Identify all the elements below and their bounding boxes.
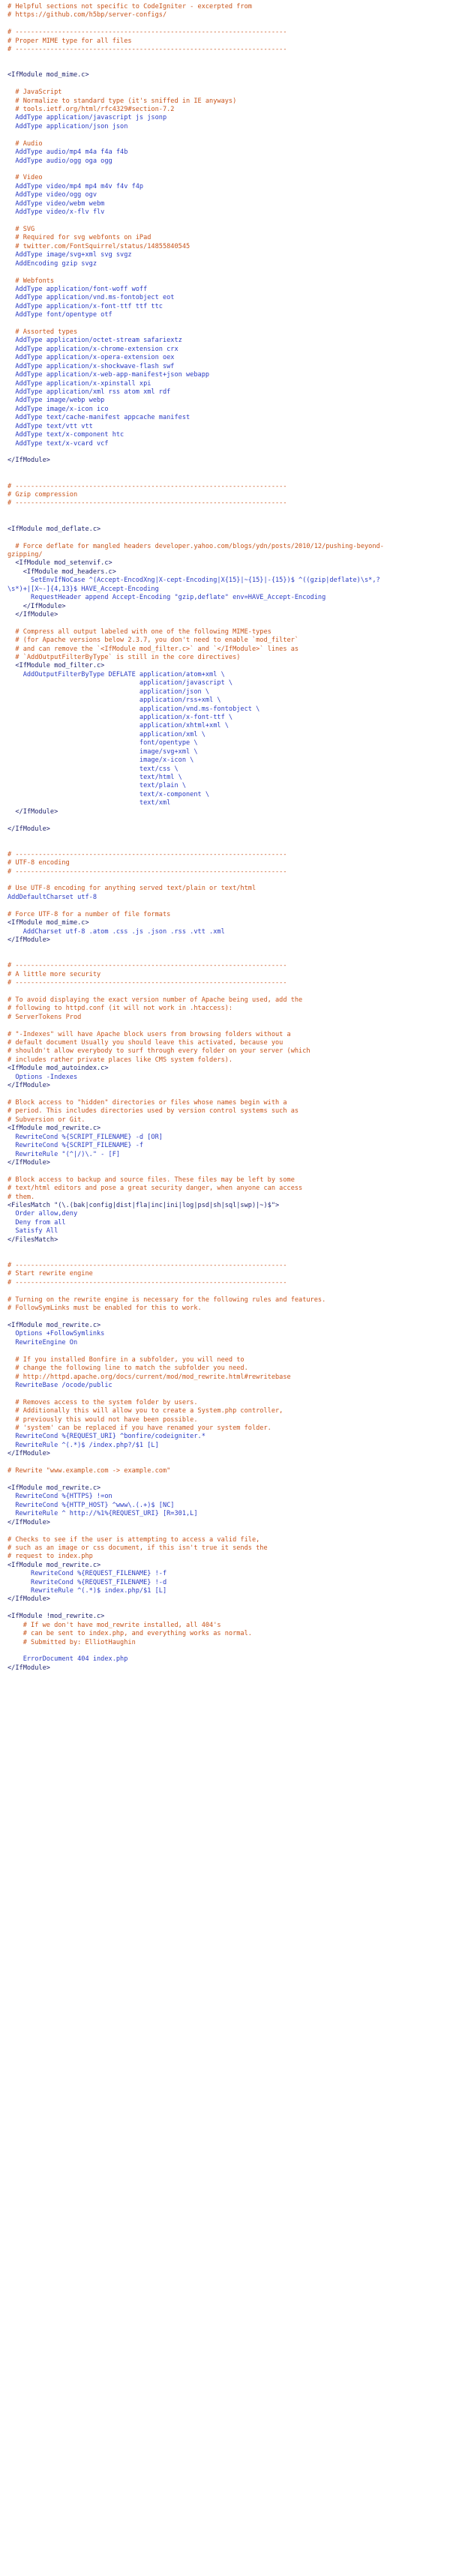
comment-line: # previously this would not have been possible.	[8, 1415, 198, 1424]
directive-line: AddType application/xml rss atom xml rdf	[8, 388, 171, 396]
comment-line: # Removes access to the system folder by users.	[8, 1398, 198, 1406]
comment-line: # request to index.php	[8, 1553, 93, 1561]
blank-line	[8, 1254, 450, 1262]
comment-line: # change the following line to match the subfolder you need.	[8, 1364, 248, 1373]
directive-line: RewriteCond %{SCRIPT_FILENAME} -f	[8, 1142, 144, 1150]
directive-line: RewriteCond %{HTTPS} !=on	[8, 1493, 112, 1501]
comment-line: # Force deflate for mangled headers developer.yahoo.com/blogs/ydn/posts/2010/12/pushing-beyond-	[8, 542, 384, 550]
comment-line: gzipping/	[8, 551, 43, 559]
directive-line: font/opentype \	[8, 739, 198, 747]
comment-line: # 'system' can be replaced if you have renamed your system folder.	[8, 1424, 272, 1433]
blank-line	[8, 534, 450, 542]
blank-line	[8, 1527, 450, 1535]
comment-line: # Block access to backup and source files. These files may be left by some	[8, 1176, 295, 1184]
directive-line: AddType audio/ogg oga ogg	[8, 157, 112, 165]
section-tag-line: <IfModule mod_rewrite.c>	[8, 1484, 101, 1492]
comment-line: # Audio	[8, 139, 43, 148]
section-tag-line: <IfModule mod_rewrite.c>	[8, 1561, 101, 1569]
directive-line: AddType video/mp4 mp4 m4v f4v f4p	[8, 182, 144, 190]
comment-line: # ----------------------------------------------------------------------	[8, 979, 287, 987]
section-tag-line: </IfModule>	[8, 1450, 50, 1458]
blank-line	[8, 131, 450, 139]
directive-line: AddType application/json json	[8, 122, 128, 130]
comment-line: # following to httpd.conf (it will not work in .htaccess):	[8, 1005, 233, 1013]
directive-line: AddCharset utf-8 .atom .css .js .json .rss .vtt .xml	[8, 927, 225, 936]
directive-line: AddType video/x-flv flv	[8, 208, 105, 217]
comment-line: # includes rather private places like CMS system folders).	[8, 1056, 233, 1064]
comment-line: # http://httpd.apache.org/docs/current/mod/mod_rewrite.html#rewritebase	[8, 1373, 291, 1381]
section-tag-line: </IfModule>	[8, 807, 58, 816]
directive-line: SetEnvIfNoCase ^(Accept-EncodXng|X-cept-Encoding|X{15}|~{15}|-{15})$ ^((gzip|deflate)\s*,?	[8, 577, 380, 585]
directive-line: RewriteRule ^(.*)$ index.php/$1 [L]	[8, 1587, 167, 1595]
blank-line	[8, 474, 450, 482]
directive-line: AddType video/webm webm	[8, 199, 105, 208]
directive-line: AddOutputFilterByType DEFLATE application/atom+xml \	[8, 670, 225, 678]
comment-line: # If you installed Bonfire in a subfolder, you will need to	[8, 1355, 244, 1364]
blank-line	[8, 954, 450, 962]
comment-line: # "-Indexes" will have Apache block users from browsing folders without a	[8, 1030, 291, 1038]
directive-line: application/javascript \	[8, 679, 233, 687]
directive-line: AddType application/javascript js jsonp	[8, 114, 167, 122]
directive-line: RewriteRule ^(.*)$ /index.php?/$1 [L]	[8, 1441, 159, 1449]
comment-line: # https://github.com/h5bp/server-configs/	[8, 11, 167, 19]
directive-line: Satisfy All	[8, 1227, 58, 1236]
directive-line: RewriteRule ^ http://%1%{REQUEST_URI} [R=301,L]	[8, 1510, 198, 1518]
blank-line	[8, 320, 450, 328]
blank-line	[8, 1647, 450, 1655]
section-tag-line: </FilesMatch>	[8, 1236, 58, 1244]
blank-line	[8, 20, 450, 28]
directive-line: ErrorDocument 404 index.php	[8, 1655, 128, 1664]
comment-line: # `AddOutputFilterByType` is still in the core directives)	[8, 654, 241, 662]
section-tag-line: <IfModule !mod_rewrite.c>	[8, 1613, 105, 1621]
directive-line: AddType text/x-component htc	[8, 431, 124, 439]
directive-line: application/vnd.ms-fontobject \	[8, 705, 260, 713]
comment-line: # UTF-8 encoding	[8, 859, 70, 867]
section-tag-line: <IfModule mod_mime.c>	[8, 71, 89, 79]
directive-line: text/css \	[8, 765, 178, 773]
blank-line	[8, 1390, 450, 1398]
blank-line	[8, 217, 450, 226]
directive-line: RewriteCond %{REQUEST_URI} ^bonfire/codeigniter.*	[8, 1433, 206, 1441]
directive-line: RewriteBase /ocode/public	[8, 1381, 112, 1389]
blank-line	[8, 1459, 450, 1467]
section-tag-line: </IfModule>	[8, 825, 50, 833]
comment-line: # Additionally this will allow you to create a System.php controller,	[8, 1407, 284, 1415]
section-tag-line: <IfModule mod_mime.c>	[8, 919, 89, 927]
comment-line: # A little more security	[8, 970, 101, 978]
directive-line: RewriteCond %{REQUEST_FILENAME} !-d	[8, 1578, 167, 1586]
directive-line: Options -Indexes	[8, 1073, 78, 1081]
comment-line: # If we don't have mod_rewrite installed, all 404's	[8, 1621, 221, 1629]
comment-line: # ServerTokens Prod	[8, 1013, 82, 1021]
blank-line	[8, 1313, 450, 1322]
directive-line: application/xml \	[8, 730, 206, 738]
comment-line: # text/html editors and pose a great security danger, when anyone can access	[8, 1185, 303, 1193]
blank-line	[8, 517, 450, 525]
comment-line: # (for Apache versions below 2.3.7, you don't need to enable `mod_filter`	[8, 637, 299, 645]
comment-line: # ----------------------------------------------------------------------	[8, 482, 287, 490]
comment-line: # Block access to "hidden" directories or files whose names begin with a	[8, 1099, 287, 1107]
blank-line	[8, 508, 450, 517]
section-tag-line: </IfModule>	[8, 610, 58, 619]
comment-line: # Subversion or Git.	[8, 1116, 86, 1124]
blank-line	[8, 1245, 450, 1253]
comment-line: # tools.ietf.org/html/rfc4329#section-7.2	[8, 106, 175, 114]
directive-line: Order allow,deny	[8, 1210, 78, 1218]
comment-line: # Gzip compression	[8, 491, 78, 499]
directive-line: AddType application/x-font-ttf ttf ttc	[8, 302, 163, 310]
directive-line: image/x-icon \	[8, 756, 194, 765]
blank-line	[8, 166, 450, 174]
comment-line: # ----------------------------------------------------------------------	[8, 1262, 287, 1270]
comment-line: # such as an image or css document, if this isn't true it sends the	[8, 1544, 268, 1552]
blank-line	[8, 945, 450, 953]
blank-line	[8, 268, 450, 277]
comment-line: # ----------------------------------------------------------------------	[8, 962, 287, 970]
section-tag-line: </IfModule>	[8, 457, 50, 465]
directive-line: AddType text/cache-manifest appcache manifest	[8, 414, 190, 422]
directive-line: AddDefaultCharset utf-8	[8, 893, 97, 901]
directive-line: AddType application/x-web-app-manifest+json webapp	[8, 371, 210, 379]
directive-line: AddType font/opentype otf	[8, 311, 112, 319]
comment-line: # Use UTF-8 encoding for anything served text/plain or text/html	[8, 885, 256, 893]
blank-line	[8, 902, 450, 910]
comment-line: # Webfonts	[8, 277, 55, 285]
comment-line: # twitter.com/FontSquirrel/status/14855840545	[8, 242, 190, 250]
section-tag-line: </IfModule>	[8, 1082, 50, 1090]
comment-line: # Normalize to standard type (it's sniffed in IE anyways)	[8, 97, 237, 105]
directive-line: AddType application/x-opera-extension oex	[8, 354, 175, 362]
blank-line	[8, 1022, 450, 1030]
directive-line: AddType image/x-icon ico	[8, 405, 109, 413]
section-tag-line: </IfModule>	[8, 1158, 50, 1167]
section-tag-line: </IfModule>	[8, 1595, 50, 1604]
blank-line	[8, 988, 450, 996]
section-tag-line: </IfModule>	[8, 936, 50, 944]
directive-line: text/x-component \	[8, 790, 210, 798]
comment-line: # Compress all output labeled with one of the following MIME-types	[8, 628, 272, 636]
comment-line: # Helpful sections not specific to CodeIgniter - excerpted from	[8, 3, 252, 10]
directive-line: AddType image/webp webp	[8, 397, 105, 405]
directive-line: Options +FollowSymlinks	[8, 1330, 105, 1338]
comment-line: # JavaScript	[8, 88, 62, 97]
directive-line: AddType text/x-vcard vcf	[8, 439, 109, 448]
blank-line	[8, 448, 450, 457]
blank-line	[8, 466, 450, 474]
section-tag-line: <IfModule mod_filter.c>	[8, 662, 105, 670]
directive-line: AddType application/x-chrome-extension crx	[8, 345, 178, 353]
blank-line	[8, 63, 450, 71]
comment-line: # Submitted by: ElliotHaughin	[8, 1638, 136, 1646]
comment-line: # Checks to see if the user is attempting to access a valid file,	[8, 1535, 260, 1544]
directive-line: text/xml	[8, 799, 171, 807]
directive-line: AddType application/vnd.ms-fontobject eot	[8, 294, 175, 302]
directive-line: AddType application/x-xpinstall xpi	[8, 379, 152, 388]
comment-line: # To avoid displaying the exact version number of Apache being used, add the	[8, 996, 303, 1004]
blank-line	[8, 1604, 450, 1613]
directive-line: AddType application/octet-stream safariextz	[8, 337, 182, 345]
directive-line: image/svg+xml \	[8, 747, 198, 756]
comment-line: # Rewrite "www.example.com -> example.com"	[8, 1467, 171, 1475]
directive-line: RewriteCond %{HTTP_HOST} ^www\.(.+)$ [NC]	[8, 1501, 175, 1509]
directive-line: application/xhtml+xml \	[8, 722, 229, 730]
directive-line: RequestHeader append Accept-Encoding "gzip,deflate" env=HAVE_Accept-Encoding	[8, 594, 326, 602]
directive-line: RewriteCond %{REQUEST_FILENAME} !-f	[8, 1570, 167, 1578]
blank-line	[8, 1476, 450, 1484]
comment-line: # ----------------------------------------------------------------------	[8, 46, 287, 54]
directive-line: application/rss+xml \	[8, 696, 221, 705]
section-tag-line: </IfModule>	[8, 1518, 50, 1526]
comment-line: # Assorted types	[8, 328, 78, 337]
comment-line: # Force UTF-8 for a number of file formats	[8, 910, 171, 918]
directive-line: \s*)+|[X~-]{4,13}$ HAVE_Accept-Encoding	[8, 585, 159, 593]
comment-line: # Required for svg webfonts on iPad	[8, 234, 152, 242]
blank-line	[8, 842, 450, 850]
directive-line: AddType application/x-shockwave-flash swf	[8, 362, 175, 370]
comment-line: # ----------------------------------------------------------------------	[8, 28, 287, 37]
directive-line: RewriteEngine On	[8, 1338, 78, 1346]
comment-line: # Video	[8, 174, 43, 182]
directive-line: Deny from all	[8, 1218, 66, 1227]
comment-line: # ----------------------------------------------------------------------	[8, 867, 287, 876]
section-tag-line: </IfModule>	[8, 602, 66, 610]
directive-line: AddType image/svg+xml svg svgz	[8, 251, 132, 259]
blank-line	[8, 1347, 450, 1355]
directive-line: AddType video/ogg ogv	[8, 191, 97, 199]
section-tag-line: </IfModule>	[8, 1664, 50, 1672]
section-tag-line: <IfModule mod_rewrite.c>	[8, 1125, 101, 1133]
blank-line	[8, 1091, 450, 1099]
directive-line: AddType text/vtt vtt	[8, 422, 93, 430]
section-tag-line: <IfModule mod_headers.c>	[8, 568, 116, 576]
directive-line: RewriteCond %{SCRIPT_FILENAME} -d [OR]	[8, 1133, 163, 1141]
comment-line: # shouldn't allow everybody to surf through every folder on your server (which	[8, 1047, 310, 1056]
section-tag-line: <IfModule mod_deflate.c>	[8, 525, 101, 533]
comment-line: # and can remove the `<IfModule mod_filter.c>` and `</IfModule>` lines as	[8, 645, 299, 653]
comment-line: # default document Usually you should leave this activated, because you	[8, 1039, 284, 1047]
section-tag-line: <FilesMatch "(\.(bak|config|dist|fla|inc|ini|log|psd|sh|sql|swp)|~)$">	[8, 1202, 280, 1210]
directive-line: AddType application/font-woff woff	[8, 285, 148, 293]
directive-line: application/x-font-ttf \	[8, 714, 233, 722]
section-tag-line: <IfModule mod_setenvif.c>	[8, 559, 112, 568]
comment-line: # period. This includes directories used by version control systems such as	[8, 1107, 299, 1116]
blank-line	[8, 1167, 450, 1176]
blank-line	[8, 1287, 450, 1295]
comment-line: # Turning on the rewrite engine is necessary for the following rules and features.	[8, 1295, 326, 1304]
directive-line: AddEncoding gzip svgz	[8, 259, 97, 268]
comment-line: # Proper MIME type for all files	[8, 37, 132, 45]
comment-line: # ----------------------------------------------------------------------	[8, 850, 287, 858]
directive-line: RewriteRule "(^|/)\." - [F]	[8, 1150, 121, 1158]
section-tag-line: <IfModule mod_rewrite.c>	[8, 1321, 101, 1329]
blank-line	[8, 816, 450, 825]
comment-line: # ----------------------------------------------------------------------	[8, 499, 287, 508]
comment-line: # FollowSymLinks must be enabled for this to work.	[8, 1304, 202, 1313]
directive-line: AddType audio/mp4 m4a f4a f4b	[8, 148, 128, 157]
section-tag-line: <IfModule mod_autoindex.c>	[8, 1065, 109, 1073]
comment-line: # SVG	[8, 225, 35, 233]
directive-line: text/plain \	[8, 782, 186, 790]
comment-line: # ----------------------------------------------------------------------	[8, 1278, 287, 1287]
directive-line: text/html \	[8, 773, 182, 781]
comment-line: # can be sent to index.php, and everything works as normal.	[8, 1630, 252, 1638]
blank-line	[8, 619, 450, 628]
blank-line	[8, 80, 450, 88]
blank-line	[8, 834, 450, 842]
directive-line: application/json \	[8, 687, 210, 696]
blank-line	[8, 876, 450, 885]
comment-line: # them.	[8, 1193, 35, 1201]
comment-line: # Start rewrite engine	[8, 1270, 93, 1278]
blank-line	[8, 55, 450, 63]
